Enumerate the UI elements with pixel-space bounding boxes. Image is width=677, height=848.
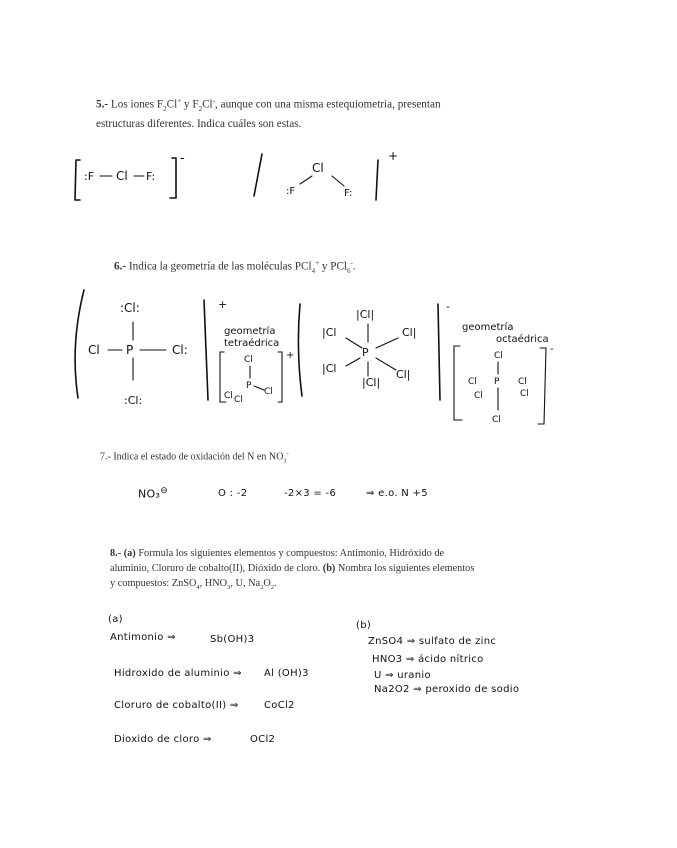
- q8a-r1-name: Antimonio ⇒: [110, 632, 176, 643]
- tetrahedral-geometry: [220, 325, 294, 405]
- svg-text:|Cl: |Cl: [322, 326, 337, 339]
- svg-text::Cl:: :Cl:: [120, 301, 140, 315]
- q8a-r2-name: Hidroxido de aluminio ⇒: [114, 668, 242, 679]
- q8a-r1-formula: Sb(OH)3: [210, 634, 255, 645]
- svg-text:Cl: Cl: [520, 389, 529, 399]
- svg-text:Cl: Cl: [492, 415, 501, 425]
- cation-cl: Cl: [312, 161, 324, 175]
- q8b-r4: Na2O2 ⇒ peroxido de sodio: [374, 684, 520, 695]
- q8a-label: (a): [108, 614, 123, 625]
- question-6: 6.- Indica la geometría de las moléculas PCl$_4$+ y PCl$_6$-.: [114, 259, 356, 275]
- q8b-label: (b): [356, 620, 372, 631]
- question-7-number: 7.-: [100, 451, 111, 463]
- svg-text:octaédrica: octaédrica: [496, 334, 549, 345]
- anion-charge: -: [180, 151, 185, 166]
- svg-text:P: P: [362, 346, 369, 359]
- q8a-r3-formula: CoCl2: [264, 700, 295, 711]
- q8a-r4-formula: OCl2: [250, 734, 276, 745]
- pcl4-structure: [75, 290, 227, 407]
- svg-text:Cl: Cl: [468, 377, 477, 387]
- svg-text:Cl: Cl: [234, 395, 243, 405]
- cation-structure: [254, 149, 398, 200]
- pcl6-structure: [298, 300, 450, 400]
- anion-f-right: F:: [146, 170, 156, 183]
- cation-charge: +: [388, 149, 399, 163]
- anion-structure: [75, 151, 185, 200]
- svg-text:P: P: [126, 343, 134, 357]
- svg-text:geometría: geometría: [462, 322, 514, 333]
- question-7: 7.- Indica el estado de oxidación del N en $NO_3^-$: [100, 450, 289, 465]
- svg-text:+: +: [286, 350, 295, 361]
- svg-text:tetraédrica: tetraédrica: [224, 338, 280, 349]
- question-8: 8.- (a) Formula los siguientes elementos y compuestos: Antimonio, Hidróxido de aluminio, Cloruro de cobalto(II), Dióxido de cloro. (b) Nombra los siguientes elementos y compuestos: ZnSO$_4$, $HNO_3$, U, $Na_2O_2$.: [110, 548, 475, 592]
- svg-text:|Cl: |Cl: [322, 362, 337, 375]
- q7-result: ⇒ e.o. N +5: [366, 488, 428, 499]
- svg-text:-: -: [550, 344, 554, 355]
- svg-text:geometría: geometría: [224, 326, 276, 337]
- svg-text:Cl|: Cl|: [402, 326, 417, 339]
- svg-text:Cl: Cl: [244, 355, 253, 365]
- svg-text:Cl: Cl: [494, 351, 503, 361]
- q8a-r2-formula: Al (OH)3: [264, 668, 309, 679]
- q7-oxygen: O : -2: [218, 488, 248, 499]
- svg-text:Cl: Cl: [88, 343, 100, 357]
- question-5-number: 5.-: [96, 98, 109, 111]
- cation-f-left: :F: [286, 186, 296, 197]
- svg-text:Cl:: Cl:: [172, 343, 188, 357]
- svg-text:P: P: [246, 381, 252, 391]
- svg-text:+: +: [218, 298, 228, 311]
- svg-text:Cl: Cl: [264, 387, 273, 397]
- svg-text::Cl:: :Cl:: [124, 394, 143, 407]
- anion-cl: Cl: [116, 169, 128, 183]
- svg-text:-: -: [446, 300, 450, 313]
- anion-f-left: :F: [84, 170, 95, 183]
- cation-f-right: F:: [344, 188, 353, 199]
- q7-ion: NO₃⊖: [138, 486, 169, 501]
- svg-text:P: P: [494, 377, 500, 387]
- question-5-line2: estructuras diferentes. Indica cuáles son estas.: [96, 117, 302, 130]
- q8a-r4-name: Dioxido de cloro ⇒: [114, 734, 212, 745]
- q8b-r1: ZnSO4 ⇒ sulfato de zinc: [368, 636, 497, 647]
- svg-text:Cl: Cl: [474, 391, 483, 401]
- q7-calc: -2×3 = -6: [284, 488, 337, 499]
- q8b-r3: U ⇒ uranio: [374, 670, 431, 681]
- question-8-number: 8.-: [110, 548, 122, 559]
- question-5: 5.- Los iones $F_2Cl^+$ y $F_2Cl^-$, aunque con una misma estequiometria, presentan estructuras diferentes. Indica cuáles son estas.: [96, 97, 441, 130]
- svg-text:|Cl|: |Cl|: [362, 376, 381, 389]
- svg-text:Cl|: Cl|: [396, 368, 411, 381]
- q8b-r2: HNO3 ⇒ ácido nítrico: [372, 654, 484, 665]
- octahedral-geometry: [454, 321, 554, 425]
- q8a-r3-name: Cloruro de cobalto(II) ⇒: [114, 700, 239, 711]
- svg-text:|Cl|: |Cl|: [356, 308, 375, 321]
- svg-text:Cl: Cl: [518, 377, 527, 387]
- question-6-number: 6.-: [114, 260, 127, 273]
- svg-text:Cl: Cl: [224, 391, 233, 401]
